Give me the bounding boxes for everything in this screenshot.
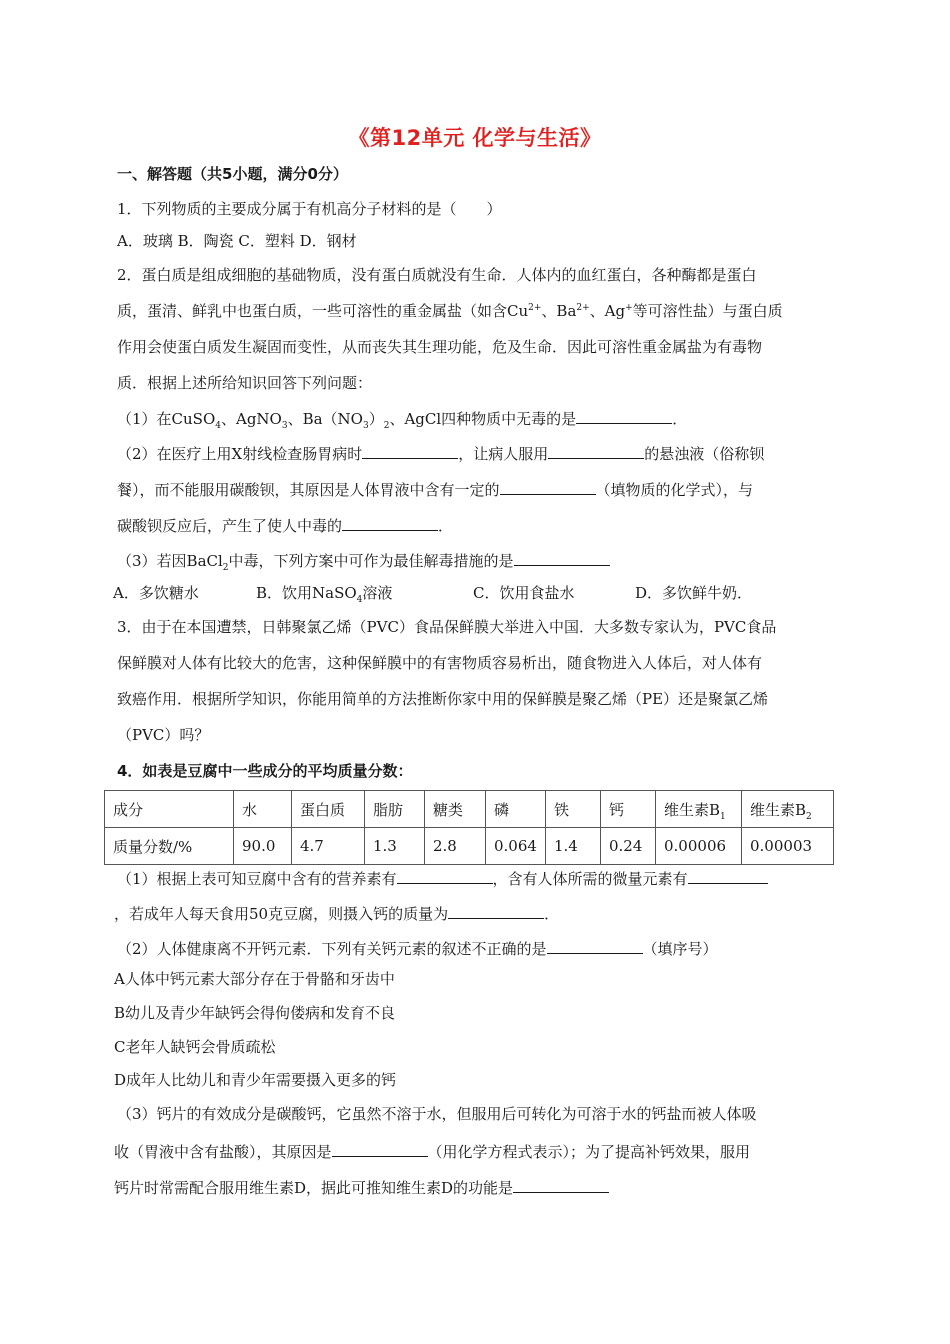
q2-text: ） bbox=[368, 410, 384, 428]
table-header-row bbox=[105, 791, 834, 828]
table-cell: 水 bbox=[234, 791, 292, 828]
answer-blank[interactable] bbox=[547, 937, 643, 954]
page-title: 《第12单元 化学与生活》 bbox=[348, 126, 602, 150]
q4-text: 收（胃液中含有盐酸），其原因是 bbox=[114, 1143, 332, 1161]
q2-paragraph-line bbox=[117, 301, 783, 321]
answer-blank[interactable] bbox=[514, 549, 610, 566]
q4-text: ，若成年人每天食用50克豆腐，则摄入钙的质量为 bbox=[114, 905, 449, 923]
q2-text: 、Ba bbox=[541, 302, 577, 320]
q2-text: 餐），而不能服用碳酸钡，其原因是人体胃液中含有一定的 bbox=[117, 481, 500, 499]
table-cell: 钙 bbox=[601, 791, 656, 828]
q2-text: 碳酸钡反应后，产生了使人中毒的 bbox=[117, 517, 343, 535]
q2-text: （2）在医疗上用X射线检查肠胃病时 bbox=[117, 445, 363, 463]
q2-paragraph-line: 质．根据上述所给知识回答下列问题： bbox=[117, 374, 373, 392]
q4-option-b: B幼儿及青少年缺钙会得佝偻病和发育不良 bbox=[114, 1004, 396, 1022]
q2-text: 等可溶性盐）与蛋白质 bbox=[632, 302, 783, 320]
q3-paragraph-line: 3．由于在本国遭禁，日韩聚氯乙烯（PVC）食品保鲜膜大举进入中国．大多数专家认为，PVC食品 bbox=[117, 618, 777, 636]
table-cell: 0.00006 bbox=[656, 828, 742, 865]
table-cell: 0.00003 bbox=[742, 828, 834, 865]
q4-sub1 bbox=[117, 867, 768, 889]
answer-blank[interactable] bbox=[688, 867, 768, 884]
superscript: 2+ bbox=[528, 303, 542, 313]
q4-text: ． bbox=[544, 905, 560, 923]
subscript: 3 bbox=[281, 421, 288, 431]
q2-paragraph-line: 2．蛋白质是组成细胞的基础物质，没有蛋白质就没有生命．人体内的血红蛋白，各种酶都是蛋白 bbox=[117, 266, 757, 284]
q3-paragraph-line: 保鲜膜对人体有比较大的危害，这种保鲜膜中的有害物质容易析出，随食物进入人体后，对人体有 bbox=[117, 654, 763, 672]
q2-text: B．饮用NaSO bbox=[256, 584, 357, 602]
q4-option-a: A人体中钙元素大部分存在于骨骼和牙齿中 bbox=[114, 970, 395, 988]
table-cell: 糖类 bbox=[425, 791, 486, 828]
subscript: 4 bbox=[215, 421, 221, 431]
q2-sub2 bbox=[117, 442, 764, 464]
table-cell: 蛋白质 bbox=[292, 791, 365, 828]
answer-blank[interactable] bbox=[513, 1176, 609, 1193]
table-cell: 1.3 bbox=[365, 828, 425, 865]
table-row bbox=[105, 828, 834, 865]
q2-option-b bbox=[256, 583, 392, 603]
subscript: 2 bbox=[806, 811, 812, 822]
q2-sub2-cont bbox=[117, 478, 753, 500]
q2-sub2-cont bbox=[117, 514, 453, 536]
table-cell: 2.8 bbox=[425, 828, 486, 865]
q2-text: 、Ag bbox=[589, 302, 626, 320]
answer-blank[interactable] bbox=[362, 442, 458, 459]
q2-text: 溶液 bbox=[362, 584, 393, 602]
q2-text: （填物质的化学式），与 bbox=[595, 481, 754, 499]
q4-option-c: C老年人缺钙会骨质疏松 bbox=[114, 1038, 276, 1056]
q4-text: （填序号） bbox=[642, 940, 718, 958]
superscript: + bbox=[625, 303, 633, 313]
subscript: 1 bbox=[720, 811, 726, 822]
q2-paragraph-line: 作用会使蛋白质发生凝固而变性，从而丧失其生理功能，危及生命．因此可溶性重金属盐为有毒物 bbox=[117, 338, 763, 356]
nutrient-table bbox=[104, 790, 834, 865]
table-cell: 磷 bbox=[486, 791, 546, 828]
table-cell bbox=[742, 791, 834, 828]
q4-option-d: D成年人比幼儿和青少年需要摄入更多的钙 bbox=[114, 1071, 397, 1089]
q4-sub3-cont bbox=[114, 1176, 609, 1198]
q2-option-c: C．饮用食盐水 bbox=[473, 584, 575, 602]
q2-text: 质，蛋清、鲜乳中也蛋白质，一些可溶性的重金属盐（如含Cu bbox=[117, 302, 529, 320]
q2-text: 的悬浊液（俗称钡 bbox=[644, 445, 765, 463]
q2-text: ． bbox=[672, 410, 688, 428]
q4-sub1-cont bbox=[114, 902, 559, 924]
q4-text: （用化学方程式表示）；为了提高补钙效果，服用 bbox=[427, 1143, 751, 1161]
q4-text: （2）人体健康离不开钙元素．下列有关钙元素的叙述不正确的是 bbox=[117, 940, 547, 958]
answer-blank[interactable] bbox=[332, 1140, 428, 1157]
q4-stem: 4．如表是豆腐中一些成分的平均质量分数： bbox=[117, 762, 413, 780]
table-cell: 成分 bbox=[105, 791, 234, 828]
subscript: 4 bbox=[356, 595, 363, 605]
answer-blank[interactable] bbox=[576, 407, 672, 424]
superscript: 2+ bbox=[576, 303, 590, 313]
table-cell: 脂肪 bbox=[365, 791, 425, 828]
table-cell: 铁 bbox=[546, 791, 601, 828]
q2-text: （1）在CuSO bbox=[117, 410, 216, 428]
q4-sub2 bbox=[117, 937, 718, 959]
q3-paragraph-line: （PVC）吗？ bbox=[117, 726, 210, 744]
section-header: 一、解答题（共5小题，满分0分） bbox=[117, 165, 348, 183]
cell-text: 维生素B bbox=[750, 800, 807, 819]
subscript: 2 bbox=[383, 421, 390, 431]
table-cell: 0.064 bbox=[486, 828, 546, 865]
q2-text: ． bbox=[438, 517, 454, 535]
q2-text: 、AgCl四种物质中无毒的是 bbox=[389, 410, 577, 428]
table-cell: 4.7 bbox=[292, 828, 365, 865]
q2-text: 、Ba（NO bbox=[287, 410, 363, 428]
answer-blank[interactable] bbox=[548, 442, 644, 459]
q4-sub3: （3）钙片的有效成分是碳酸钙，它虽然不溶于水，但服用后可转化为可溶于水的钙盐而被人体吸 bbox=[117, 1105, 757, 1123]
q4-sub3-cont bbox=[114, 1140, 750, 1162]
q2-option-a: A．多饮糖水 bbox=[113, 584, 199, 602]
q2-text: 中毒，下列方案中可作为最佳解毒措施的是 bbox=[228, 552, 514, 570]
subscript: 3 bbox=[362, 421, 369, 431]
q4-text: 钙片时常需配合服用维生素D，据此可推知维生素D的功能是 bbox=[114, 1179, 514, 1197]
q2-sub1 bbox=[117, 407, 687, 429]
answer-blank[interactable] bbox=[500, 478, 596, 495]
q4-text: （1）根据上表可知豆腐中含有的营养素有 bbox=[117, 870, 397, 888]
q1-options: A．玻璃 B．陶瓷 C．塑料 D．钢材 bbox=[117, 232, 357, 250]
q2-text: 、AgNO bbox=[221, 410, 282, 428]
q4-text: ，含有人体所需的微量元素有 bbox=[492, 870, 688, 888]
answer-blank[interactable] bbox=[397, 867, 493, 884]
q1-stem: 1．下列物质的主要成分属于有机高分子材料的是（ ） bbox=[117, 200, 502, 218]
table-cell: 1.4 bbox=[546, 828, 601, 865]
q2-option-d: D．多饮鲜牛奶． bbox=[635, 584, 753, 602]
table-cell: 90.0 bbox=[234, 828, 292, 865]
q3-paragraph-line: 致癌作用．根据所学知识，你能用简单的方法推断你家中用的保鲜膜是聚乙烯（PE）还是聚氯乙烯 bbox=[117, 690, 769, 708]
answer-blank[interactable] bbox=[448, 902, 544, 919]
q2-sub3 bbox=[117, 549, 610, 571]
table-cell bbox=[656, 791, 742, 828]
answer-blank[interactable] bbox=[342, 514, 438, 531]
cell-text: 维生素B bbox=[664, 800, 721, 819]
subscript: 2 bbox=[222, 563, 229, 573]
table-cell: 质量分数/% bbox=[105, 828, 234, 865]
q2-text: ，让病人服用 bbox=[458, 445, 549, 463]
q2-text: （3）若因BaCl bbox=[117, 552, 223, 570]
table-cell: 0.24 bbox=[601, 828, 656, 865]
